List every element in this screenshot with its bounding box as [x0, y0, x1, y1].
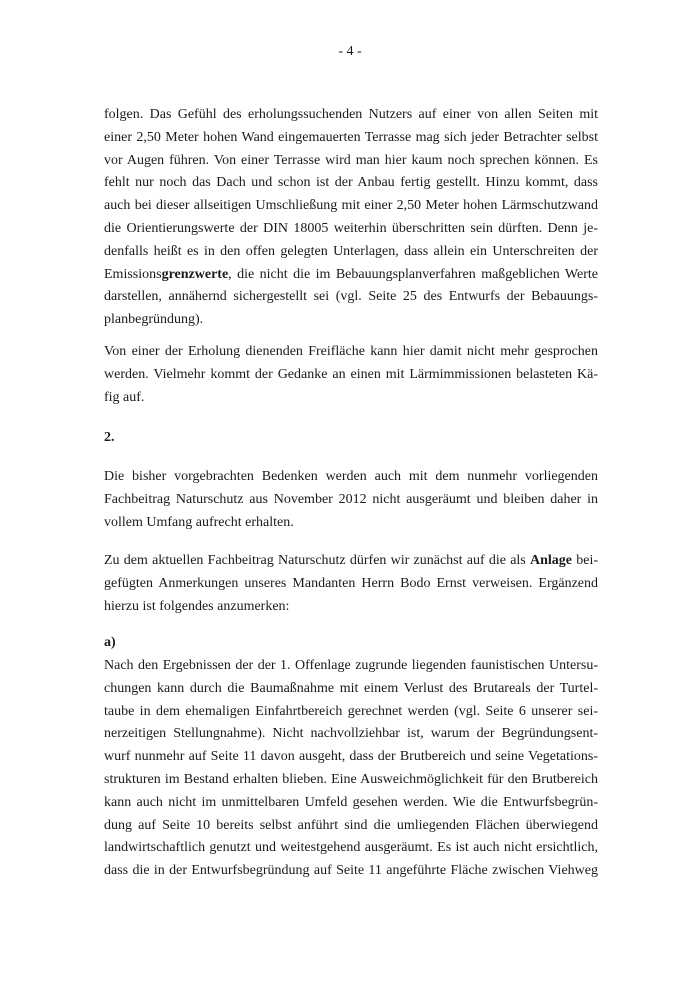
text-line: chungen kann durch die Baumaßnahme mit einem Verlust des Brutareals der Turtel-	[104, 680, 598, 696]
text-line: hierzu ist folgendes anzumerken:	[104, 598, 290, 614]
paragraph-concerns	[104, 466, 598, 534]
text-line: fehlt nur noch das Dach und schon ist der Anbau fertig gestellt. Hinzu kommt, dass	[104, 175, 598, 191]
text-line: Die bisher vorgebrachten Bedenken werden auch mit dem nunmehr vorliegenden	[104, 469, 598, 484]
text-line: landwirtschaftlich genutzt und weitestgehend ausgeräumt. Es ist auch nicht ersichtlich,	[104, 840, 598, 856]
text-line: gefügten Anmerkungen unseres Mandanten Herrn Bodo Ernst verweisen. Ergänzend	[104, 575, 598, 591]
paragraph-terrace	[104, 104, 598, 332]
text-line: nerzeitigen Stellungnahme). Nicht nachvollziehbar ist, warum der Begründungsent-	[104, 726, 598, 742]
text-line: strukturen im Bestand erhalten blieben. Eine Ausweichmöglichkeit für den Brutbereich	[104, 771, 598, 787]
page-number: - 4 -	[338, 44, 362, 59]
emphasis-grenzwerte: grenzwerte	[161, 266, 229, 282]
text-line: die Orientierungswerte der DIN 18005 weiterhin überschritten sein dürften. Denn je-	[104, 220, 598, 236]
text-line: planbegründung).	[104, 312, 204, 328]
section-heading-a: a)	[104, 635, 116, 650]
text-line	[104, 264, 598, 287]
text-line: Von einer der Erholung dienenden Freifläche kann hier damit nicht mehr gesprochen	[104, 344, 598, 359]
text-line: denfalls heißt es in den offen gelegten Unterlagen, dass allein ein Unterschreiten der	[104, 243, 598, 259]
text-line: werden. Vielmehr kommt der Gedanke an einen mit Lärmimmissionen belasteten Kä-	[104, 366, 598, 382]
paragraph-recreation	[104, 341, 598, 409]
text-line: dung auf Seite 10 bereits selbst anführt sind die umliegenden Flächen überwiegend	[104, 817, 598, 833]
text-run: , die nicht die im Bebauungsplanverfahren maßgeblichen Werte	[228, 266, 598, 282]
emphasis-anlage: Anlage	[530, 553, 572, 568]
text-line: wurf nunmehr auf Seite 11 davon ausgeht, dass der Brutbereich und seine Vegetations-	[104, 749, 598, 765]
text-line: taube in dem ehemaligen Einfahrtbereich gerechnet werden (vgl. Seite 6 unserer sei-	[104, 703, 598, 719]
text-line: dass die in der Entwurfsbegründung auf Seite 11 angeführte Fläche zwischen Viehweg	[104, 863, 598, 879]
text-line: vollem Umfang aufrecht erhalten.	[104, 514, 294, 530]
text-line: Nach den Ergebnissen der der 1. Offenlage zugrunde liegenden faunistischen Untersu-	[104, 658, 598, 673]
paragraph-attachment	[104, 550, 598, 618]
text-run: Emissions	[104, 266, 162, 282]
text-line: darstellen, annähernd sichergestellt sei (vgl. Seite 25 des Entwurfs der Bebauungs-	[104, 289, 598, 305]
text-line: auch bei dieser allseitigen Umschließung mit einer 2,50 Meter hohen Lärmschutzwand	[104, 198, 598, 214]
paragraph-turtle-dove	[104, 655, 598, 883]
text-line	[104, 550, 598, 573]
text-run: Zu dem aktuellen Fachbeitrag Naturschutz dürfen wir zunächst auf die als	[104, 553, 530, 568]
text-line: kann auch nicht im unmittelbaren Umfeld gesehen werden. Wie die Entwurfsbegrün-	[104, 794, 598, 810]
text-line: vor Augen führen. Von einer Terrasse wird man hier kaum noch sprechen können. Es	[104, 152, 598, 168]
text-line: einer 2,50 Meter hohen Wand eingemauerten Terrasse mag sich jeder Betrachter selbst	[104, 129, 598, 145]
text-run: bei-	[572, 553, 599, 568]
text-line: Fachbeitrag Naturschutz aus November 2012 nicht ausgeräumt und bleiben daher in	[104, 491, 598, 507]
text-line: folgen. Das Gefühl des erholungssuchenden Nutzers auf einer von allen Seiten mit	[104, 107, 598, 122]
section-heading-2: 2.	[104, 430, 115, 445]
text-line: fig auf.	[104, 389, 145, 405]
